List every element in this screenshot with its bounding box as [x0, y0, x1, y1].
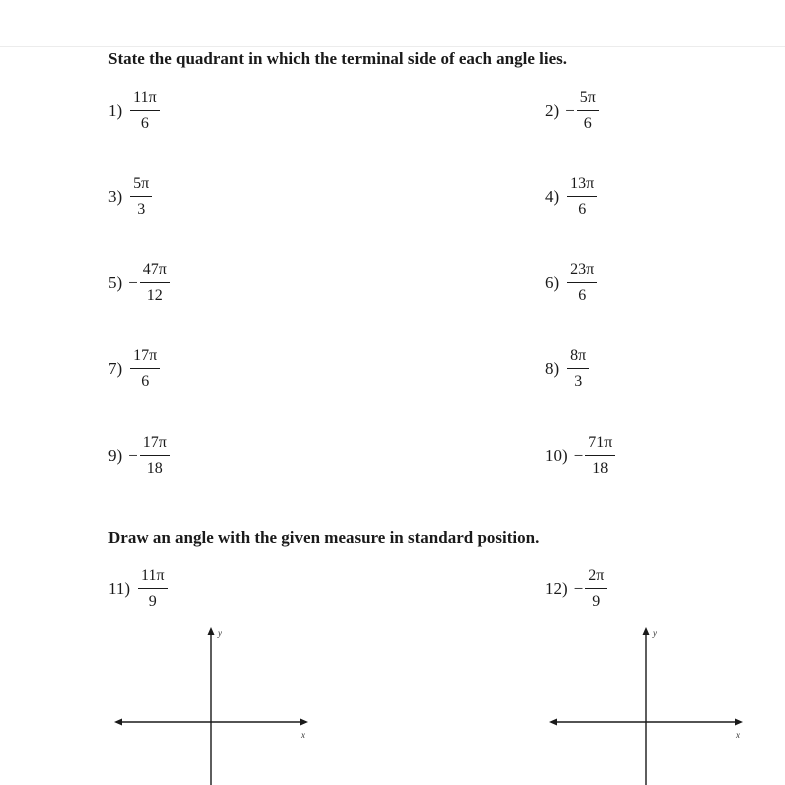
numerator: 2π — [585, 568, 607, 589]
x-axis-right-arrow — [735, 719, 743, 726]
problem-3 — [108, 176, 152, 218]
x-axis-left-arrow — [549, 719, 557, 726]
angle-fraction — [577, 90, 599, 132]
denominator: 9 — [592, 593, 601, 610]
numerator: 17π — [140, 435, 170, 456]
problem-1 — [108, 90, 160, 132]
numerator: 17π — [130, 348, 160, 369]
section1-heading: State the quadrant in which the terminal side of each angle lies. — [108, 49, 567, 68]
top-divider — [0, 46, 785, 47]
negative-sign: − — [128, 446, 138, 465]
problem-10 — [545, 435, 615, 477]
numerator: 11π — [130, 90, 159, 111]
problem-number: 7) — [108, 359, 123, 378]
problem-number: 2) — [545, 101, 560, 120]
y-axis-label: y — [653, 628, 657, 638]
denominator: 18 — [592, 460, 609, 477]
denominator: 6 — [141, 373, 150, 390]
denominator: 6 — [583, 115, 592, 132]
numerator: 47π — [140, 262, 170, 283]
y-axis-label: y — [218, 628, 222, 638]
problem-number: 3) — [108, 187, 123, 206]
problem-number: 6) — [545, 273, 560, 292]
problem-8 — [545, 348, 589, 390]
angle-fraction — [567, 262, 597, 304]
negative-sign: − — [565, 101, 575, 120]
denominator: 6 — [578, 201, 587, 218]
numerator: 23π — [567, 262, 597, 283]
coordinate-axes-11[interactable] — [110, 622, 315, 785]
problem-number: 8) — [545, 359, 560, 378]
problem-number: 1) — [108, 101, 123, 120]
negative-sign: − — [573, 446, 584, 465]
angle-fraction — [585, 568, 607, 610]
angle-fraction — [138, 568, 167, 610]
angle-fraction — [130, 176, 152, 218]
angle-fraction — [130, 90, 159, 132]
angle-fraction — [130, 348, 160, 390]
angle-fraction — [567, 348, 589, 390]
problem-7 — [108, 348, 160, 390]
x-axis-right-arrow — [300, 719, 308, 726]
denominator: 3 — [137, 201, 146, 218]
numerator: 11π — [138, 568, 167, 589]
x-axis-label: x — [736, 730, 740, 740]
denominator: 9 — [148, 593, 157, 610]
numerator: 5π — [577, 90, 599, 111]
denominator: 6 — [140, 115, 149, 132]
section2-heading: Draw an angle with the given measure in standard position. — [108, 528, 540, 547]
problem-4 — [545, 176, 597, 218]
problem-number: 4) — [545, 187, 560, 206]
angle-fraction — [567, 176, 597, 218]
problem-9 — [108, 435, 170, 477]
angle-fraction — [140, 435, 170, 477]
angle-fraction — [585, 435, 615, 477]
numerator: 71π — [585, 435, 615, 456]
denominator: 12 — [146, 287, 163, 304]
denominator: 18 — [146, 460, 163, 477]
negative-sign: − — [128, 273, 138, 292]
angle-fraction — [140, 262, 170, 304]
denominator: 6 — [578, 287, 587, 304]
problem-number: 9) — [108, 446, 123, 465]
problem-6 — [545, 262, 597, 304]
x-axis-left-arrow — [114, 719, 122, 726]
denominator: 3 — [574, 373, 583, 390]
numerator: 13π — [567, 176, 597, 197]
problem-number: 12) — [545, 579, 568, 598]
y-axis-up-arrow — [208, 627, 215, 635]
negative-sign: − — [573, 579, 584, 598]
problem-number: 5) — [108, 273, 123, 292]
coordinate-axes-12[interactable] — [545, 622, 750, 785]
numerator: 5π — [130, 176, 152, 197]
x-axis-label: x — [301, 730, 305, 740]
y-axis-up-arrow — [643, 627, 650, 635]
problem-number: 11) — [108, 579, 131, 598]
problem-11 — [108, 568, 168, 610]
problem-12 — [545, 568, 607, 610]
problem-2 — [545, 90, 599, 132]
problem-number: 10) — [545, 446, 568, 465]
numerator: 8π — [567, 348, 589, 369]
problem-5 — [108, 262, 170, 304]
